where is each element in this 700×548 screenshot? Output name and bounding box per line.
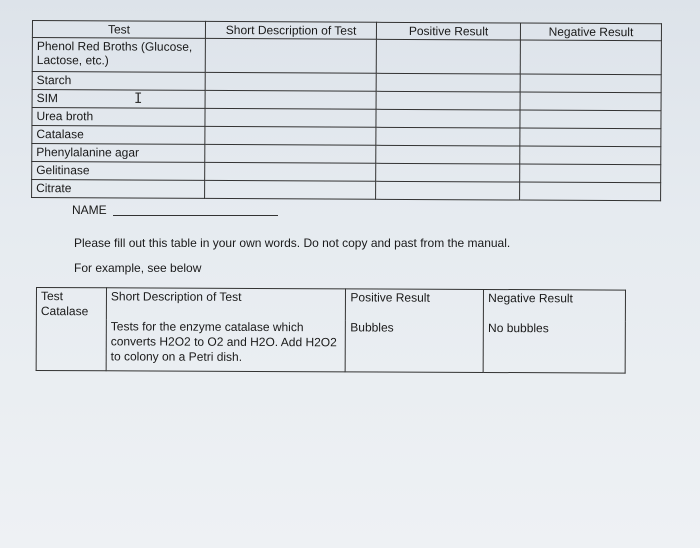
example-header-negative: Negative Result [484, 289, 626, 321]
example-test-cell [36, 319, 106, 371]
test-name-line: Lactose, etc.) [36, 53, 109, 68]
negative-result-cell[interactable] [520, 40, 661, 75]
header-positive-result: Positive Result [377, 22, 521, 40]
header-test: Test [32, 21, 205, 39]
example-header-test-label: Test [40, 289, 64, 304]
example-intro-text: For example, see below [74, 261, 202, 275]
test-name-cell: Phenylalanine agar [32, 144, 205, 163]
description-cell[interactable] [205, 162, 376, 181]
positive-result-cell[interactable] [376, 145, 520, 164]
test-name-cell: Urea broth [32, 108, 205, 127]
example-header-row [36, 288, 625, 322]
table-row [32, 38, 661, 75]
negative-result-cell[interactable] [520, 74, 661, 93]
example-description-line: Tests for the enzyme catalase which [110, 319, 304, 335]
negative-result-cell[interactable] [520, 92, 661, 111]
description-cell[interactable] [205, 72, 376, 91]
example-test-name: Catalase [40, 304, 89, 319]
example-row [36, 319, 625, 373]
test-name-cell: Gelitinase [32, 162, 205, 181]
name-input-line[interactable] [113, 215, 278, 216]
instructions-text: Please fill out this table in your own words. Do not copy and past from the manual. [74, 236, 511, 250]
test-name-cell [32, 38, 205, 73]
negative-result-cell[interactable] [520, 110, 661, 129]
positive-result-cell[interactable] [376, 127, 520, 146]
description-cell[interactable] [205, 180, 376, 199]
header-negative-result: Negative Result [520, 23, 661, 41]
example-description-cell [106, 319, 346, 372]
positive-result-cell[interactable] [376, 163, 520, 182]
description-cell[interactable] [205, 38, 376, 73]
description-cell[interactable] [205, 90, 376, 109]
description-cell[interactable] [205, 144, 376, 163]
example-negative-cell: No bubbles [483, 321, 625, 373]
positive-result-cell[interactable] [376, 181, 520, 200]
negative-result-cell[interactable] [520, 182, 661, 201]
test-name-cell: Catalase [32, 126, 205, 145]
example-header-positive: Positive Result [346, 289, 484, 321]
test-name-cell: Starch [32, 72, 205, 91]
example-header-test [36, 288, 106, 320]
header-short-description: Short Description of Test [205, 21, 376, 39]
lab-tests-table [31, 20, 662, 201]
negative-result-cell[interactable] [520, 164, 661, 183]
test-name-line: Phenol Red Broths (Glucose, [36, 39, 193, 54]
negative-result-cell[interactable] [520, 146, 661, 165]
description-cell[interactable] [205, 126, 376, 145]
test-name-cell: SIM [32, 90, 205, 109]
test-name-cell: Citrate [32, 180, 205, 199]
positive-result-cell[interactable] [376, 91, 520, 110]
example-table [36, 287, 626, 374]
name-label: NAME [72, 203, 107, 217]
example-positive-cell: Bubbles [346, 320, 484, 372]
example-description-line: to colony on a Petri dish. [110, 349, 243, 364]
positive-result-cell[interactable] [376, 73, 520, 92]
text-cursor-icon: I [134, 91, 143, 107]
description-cell[interactable] [205, 108, 376, 127]
positive-result-cell[interactable] [376, 109, 520, 128]
example-header-description: Short Description of Test [106, 288, 346, 321]
negative-result-cell[interactable] [520, 128, 661, 147]
table-row [32, 180, 661, 201]
example-description-line: converts H2O2 to O2 and H2O. Add H2O2 [110, 334, 337, 350]
positive-result-cell[interactable] [376, 39, 520, 74]
